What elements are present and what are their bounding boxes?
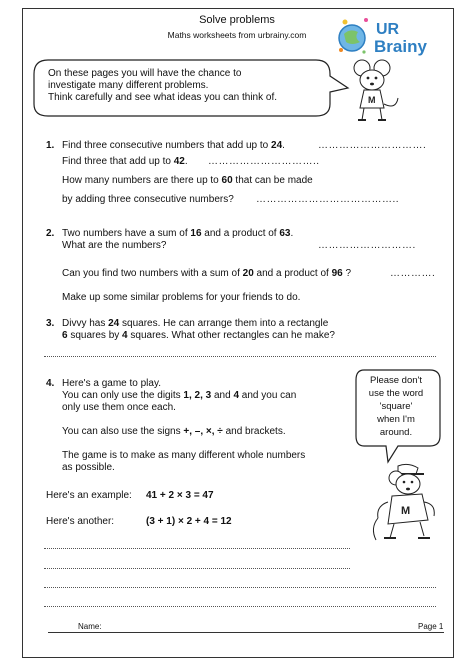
page-subtitle: Maths worksheets from urbrainy.com (167, 30, 307, 40)
question-4-number: 4. (46, 378, 55, 389)
q4-line-5: The game is to make as many different whole numbers (62, 450, 306, 461)
q2-part-a-line-2: What are the numbers? (62, 240, 167, 251)
q2-b-answer-line[interactable]: …………. (390, 268, 436, 279)
q1-c-answer-line[interactable]: ………………………………….. (256, 194, 400, 205)
question-3-number: 3. (46, 318, 55, 329)
q2-part-a-line-1: Two numbers have a sum of 16 and a product of 63. (62, 228, 294, 239)
intro-line-2: investigate many different problems. (48, 80, 209, 91)
page-number: Page 1 (418, 622, 444, 631)
q4-example-expression: 41 + 2 × 3 = 47 (146, 490, 214, 501)
q4-another-expression: (3 + 1) × 2 + 4 = 12 (146, 516, 232, 527)
q4-line-2: You can only use the digits 1, 2, 3 and 4 and you can (62, 390, 297, 401)
page-title: Solve problems (199, 14, 275, 26)
speech-line-5: around. (379, 427, 413, 438)
q4-line-3: only use them once each. (62, 402, 176, 413)
q1-part-c-line-2: by adding three consecutive numbers? (62, 194, 234, 205)
q2-a-answer-line[interactable]: ………………………. (318, 240, 416, 251)
mouse-with-cap-icon (368, 462, 444, 544)
mouse-mascot-icon (344, 56, 404, 126)
q4-answer-line-3[interactable] (44, 587, 436, 588)
mouse-speech-text (360, 374, 432, 439)
speech-line-4: when I'm (377, 414, 415, 425)
footer-divider (48, 632, 444, 633)
intro-line-3: Think carefully and see what ideas you can think of. (48, 92, 278, 103)
q3-line-2: 6 squares by 4 squares. What other rectangles can he make? (62, 330, 335, 341)
speech-line-3: 'square' (379, 401, 413, 412)
svg-text:Brainy: Brainy (374, 37, 427, 56)
q4-answer-line-1[interactable] (44, 548, 350, 549)
question-2-number: 2. (46, 228, 55, 239)
urbrainy-logo (336, 12, 436, 62)
q4-line-1: Here's a game to play. (62, 378, 161, 389)
q4-answer-line-4[interactable] (44, 606, 436, 607)
speech-line-1: Please don't (370, 375, 422, 386)
question-1-number: 1. (46, 140, 55, 151)
q1-part-b: Find three that add up to 42. (62, 156, 188, 167)
q4-another-label: Here's another: (46, 516, 115, 527)
q4-answer-line-2[interactable] (44, 568, 350, 569)
intro-text (48, 68, 318, 104)
svg-text:M: M (401, 505, 411, 517)
q4-example-label: Here's an example: (46, 490, 132, 501)
speech-line-2: use the word (368, 388, 424, 399)
q1-part-a: Find three consecutive numbers that add up to 24. (62, 140, 285, 151)
q1-part-c-line-1: How many numbers are there up to 60 that can be made (62, 175, 313, 186)
svg-text:M: M (368, 95, 376, 105)
q4-line-6: as possible. (62, 462, 115, 473)
q3-answer-line[interactable] (44, 356, 436, 357)
q1-a-answer-line[interactable]: …………………………. (318, 140, 427, 151)
q4-line-4: You can also use the signs +, –, ×, ÷ and brackets. (62, 426, 286, 437)
intro-line-1: On these pages you will have the chance to (48, 68, 242, 79)
name-label: Name: (78, 622, 102, 631)
q2-part-c: Make up some similar problems for your friends to do. (62, 292, 301, 303)
q1-b-answer-line[interactable]: ………………………….. (208, 156, 320, 167)
svg-text:UR: UR (376, 21, 400, 38)
q2-part-b: Can you find two numbers with a sum of 20 and a product of 96 ? (62, 268, 352, 279)
q3-line-1: Divvy has 24 squares. He can arrange them into a rectangle (62, 318, 329, 329)
